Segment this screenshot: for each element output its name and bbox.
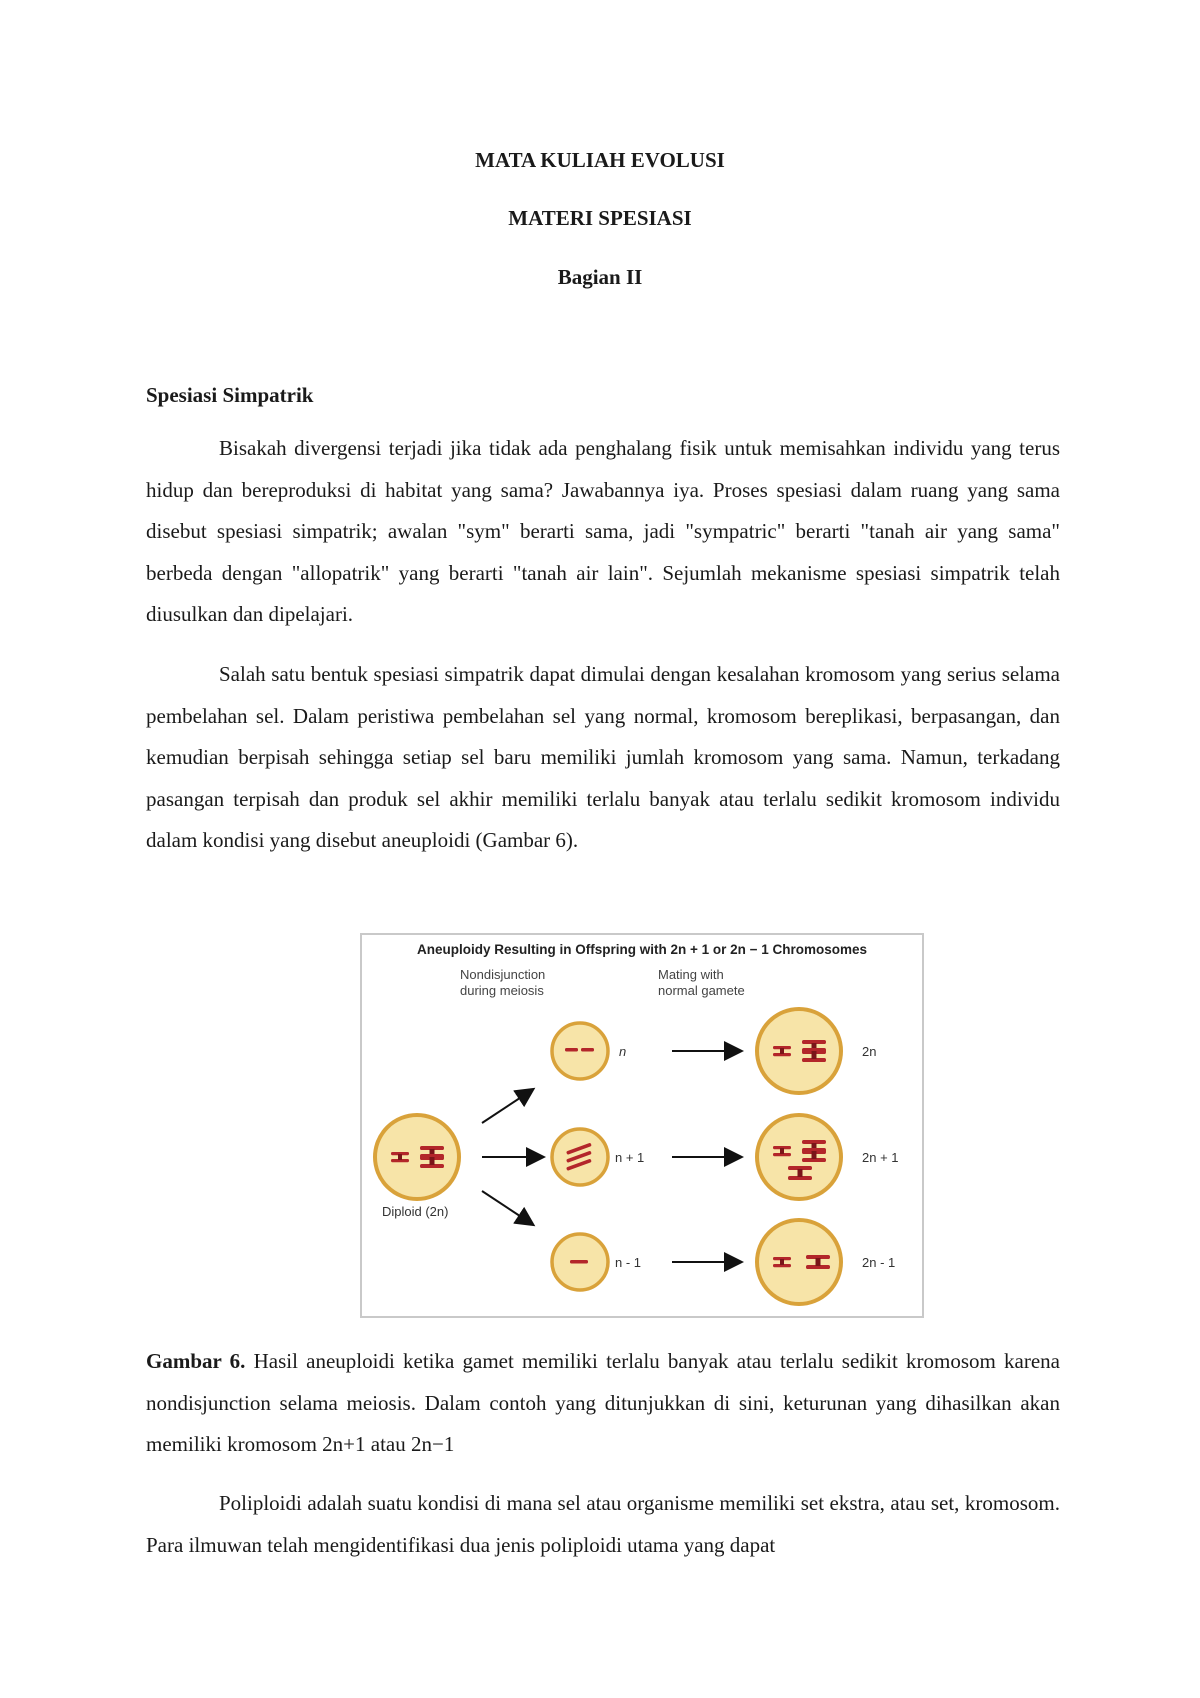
offspring-2n-plus-1	[757, 1115, 841, 1199]
arrow-to-n	[482, 1090, 532, 1123]
offspring-label-2n-minus-1: 2n - 1	[862, 1255, 896, 1270]
gamete-n	[552, 1023, 608, 1079]
section-heading: Spesiasi Simpatrik	[146, 383, 314, 407]
offspring-label-2n-plus-1: 2n + 1	[862, 1150, 899, 1165]
material-title: MATERI SPESIASI	[508, 206, 692, 230]
col2-label-line1: Mating with	[658, 967, 724, 982]
paragraph-3	[146, 1483, 1060, 1566]
course-title: MATA KULIAH EVOLUSI	[475, 148, 725, 172]
gamete-label-n-minus-1: n - 1	[615, 1255, 642, 1270]
paragraph-1	[146, 428, 1060, 636]
offspring-2n-minus-1	[757, 1220, 841, 1304]
col1-label-line1: Nondisjunction	[460, 967, 546, 982]
arrow-to-n-minus-1	[482, 1191, 532, 1224]
paragraph-2	[146, 654, 1060, 862]
paragraph-2-text: Salah satu bentuk spesiasi simpatrik dapat dimulai dengan kesalahan kromosom yang serius selama pembelahan sel. Dalam peristiwa pembelahan sel yang normal, kromosom bereplikasi, berpasangan, dan kemudian berpisah sehingga setiap sel baru memiliki jumlah kromosom yang sama. Namun, terkadang pasangan terpisah dan produk sel akhir memiliki terlalu banyak atau terlalu sedikit kromosom individu dalam kondisi yang disebut aneuploidi (Gambar 6).	[146, 662, 1060, 852]
gamete-n-minus-1	[552, 1234, 608, 1290]
caption-label: Gambar 6.	[146, 1349, 246, 1373]
caption-text: Hasil aneuploidi ketika gamet memiliki terlalu banyak atau terlalu sedikit kromosom karena nondisjunction selama meiosis. Dalam contoh yang ditunjukkan di sini, keturunan yang dihasilkan akan memiliki kromosom 2n+1 atau 2n−1	[146, 1349, 1060, 1456]
figure-caption	[146, 1341, 1060, 1466]
figure-title: Aneuploidy Resulting in Offspring with 2n + 1 or 2n − 1 Chromosomes	[416, 942, 868, 957]
col2-label-line2: normal gamete	[658, 983, 745, 998]
paragraph-1-text: Bisakah divergensi terjadi jika tidak ada penghalang fisik untuk memisahkan individu yang terus hidup dan bereproduksi di habitat yang sama? Jawabannya iya. Proses spesiasi dalam ruang yang sama disebut spesiasi simpatrik; awalan "sym" berarti sama, jadi "sympatric" berarti "tanah air yang sama" berbeda dengan "allopatrik" yang berarti "tanah air lain". Sejumlah mekanisme spesiasi simpatrik telah diusulkan dan dipelajari.	[146, 436, 1060, 626]
part-title: Bagian II	[557, 265, 643, 289]
col1-label-line2: during meiosis	[460, 983, 544, 998]
paragraph-3-text: Poliploidi adalah suatu kondisi di mana sel atau organisme memiliki set ekstra, atau set, kromosom. Para ilmuwan telah mengidentifikasi dua jenis poliploidi utama yang dapat	[146, 1491, 1060, 1557]
gamete-label-n-plus-1: n + 1	[615, 1150, 645, 1165]
figure-aneuploidy	[360, 933, 924, 1318]
offspring-2n	[757, 1009, 841, 1093]
diploid-label: Diploid (2n)	[382, 1204, 449, 1219]
gamete-label-n: n	[619, 1044, 627, 1059]
diploid-cell	[375, 1115, 459, 1199]
aneuploidy-diagram	[362, 935, 922, 1316]
offspring-label-2n: 2n	[862, 1044, 877, 1059]
gamete-n-plus-1	[552, 1129, 608, 1185]
